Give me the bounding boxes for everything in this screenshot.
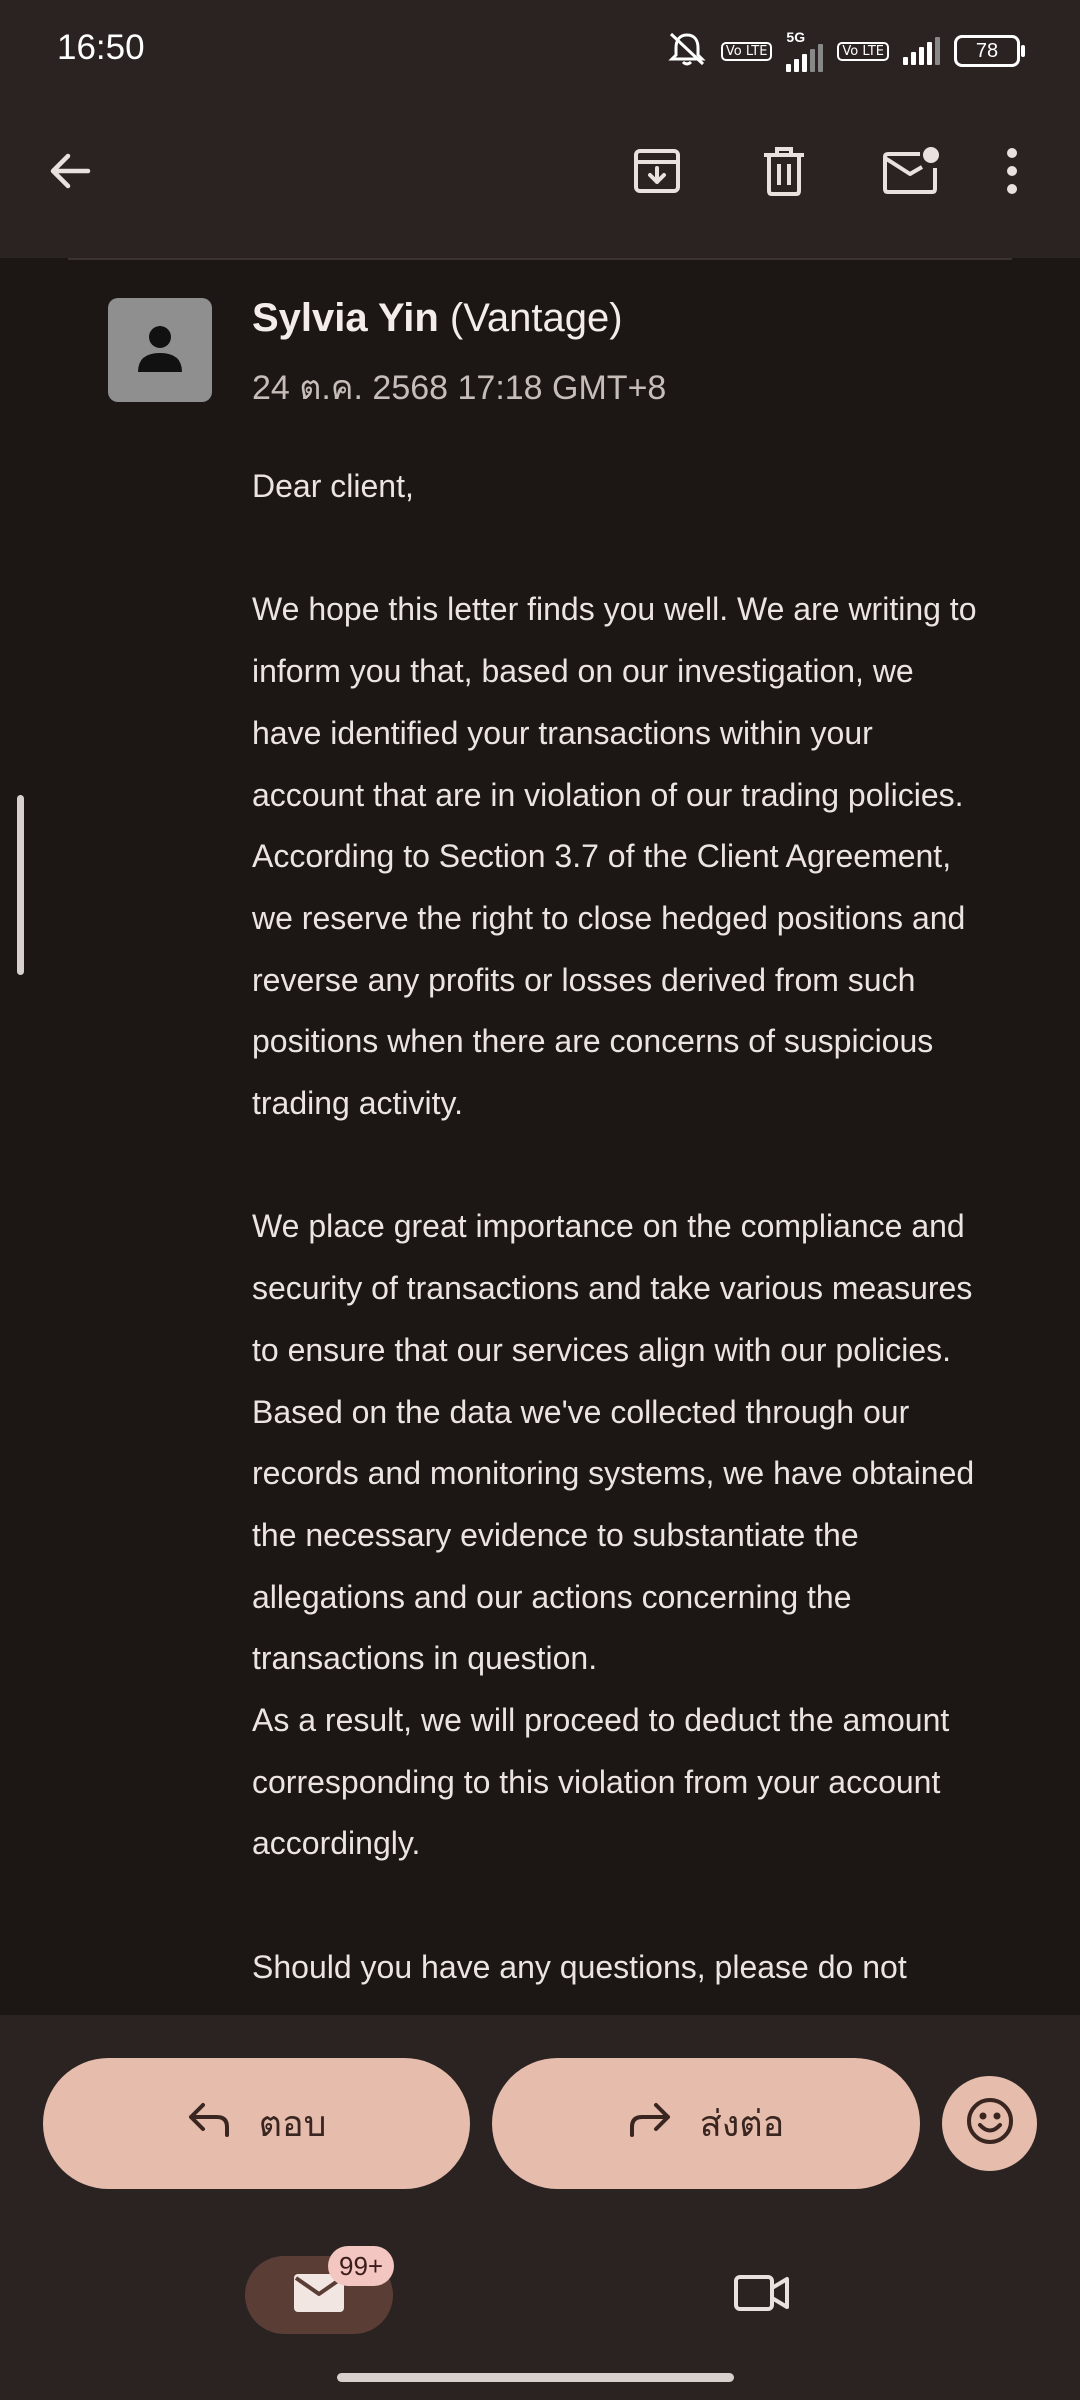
back-arrow-icon xyxy=(46,147,94,200)
emoji-react-button[interactable] xyxy=(942,2076,1037,2171)
signal-icon-2 xyxy=(903,37,940,65)
delete-icon xyxy=(760,145,808,202)
network-5g-label: 5G xyxy=(786,29,806,45)
volte-icon-2: Vo LTE xyxy=(837,42,889,61)
forward-label: ส่งต่อ xyxy=(699,2104,785,2145)
email-body: Dear client, We hope this letter finds you well. We are writing to inform you that, based on our investigation, we have identified your transactions within your account that are in violation of our trading policies. According to Section 3.7 of the Client Agreement, we reserve the right to close hedged positions and reverse any profits or losses derived from such positions when there are concerns of suspicious trading activity. We place great importance on the compliance and security of transactions and take various measures to ensure that our services align with our policies. Based on the data we've collected through our records and monitoring systems, we have obtained the necessary evidence to substantiate the allegations and our actions concerning the transactions in question. As a result, we will proceed to deduct the amount corresponding to this violation from your account accordingly. Should you have any questions, please do not xyxy=(252,468,977,1985)
archive-button[interactable] xyxy=(617,133,697,213)
volte-icon: Vo LTE xyxy=(721,42,773,61)
video-call-icon xyxy=(733,2273,791,2318)
nav-meet-tab[interactable] xyxy=(722,2256,802,2334)
more-vert-icon xyxy=(1005,147,1019,200)
battery-icon: 78 xyxy=(954,35,1020,67)
forward-icon xyxy=(628,2099,672,2148)
reply-label: ตอบ xyxy=(258,2104,327,2145)
more-options-button[interactable] xyxy=(982,133,1042,213)
scroll-indicator[interactable] xyxy=(17,795,24,975)
unread-count-badge: 99+ xyxy=(328,2246,394,2286)
email-toolbar xyxy=(0,100,1080,258)
sent-date: 24 ต.ค. 2568 17:18 GMT+8 xyxy=(252,369,667,407)
status-icons xyxy=(667,30,1020,72)
person-icon xyxy=(134,322,186,379)
archive-icon xyxy=(631,145,683,202)
status-bar xyxy=(0,0,1080,100)
bottom-nav xyxy=(0,2230,1080,2400)
mark-unread-button[interactable] xyxy=(871,133,951,213)
mark-unread-icon xyxy=(882,146,940,201)
sender-header[interactable] xyxy=(252,296,623,341)
delete-button[interactable] xyxy=(744,133,824,213)
sender-avatar[interactable] xyxy=(108,298,212,402)
reply-button[interactable] xyxy=(43,2058,470,2189)
signal-icon xyxy=(786,30,823,72)
status-time: 16:50 xyxy=(57,28,145,67)
back-button[interactable] xyxy=(30,133,110,213)
action-bar xyxy=(0,2015,1080,2230)
sender-org: (Vantage) xyxy=(438,296,623,340)
reply-icon xyxy=(187,2099,231,2148)
header-divider xyxy=(68,258,1012,260)
home-indicator[interactable] xyxy=(337,2373,734,2382)
emoji-icon xyxy=(965,2096,1015,2151)
sender-name: Sylvia Yin xyxy=(252,296,439,340)
forward-button[interactable] xyxy=(492,2058,920,2189)
mute-icon xyxy=(667,31,707,72)
